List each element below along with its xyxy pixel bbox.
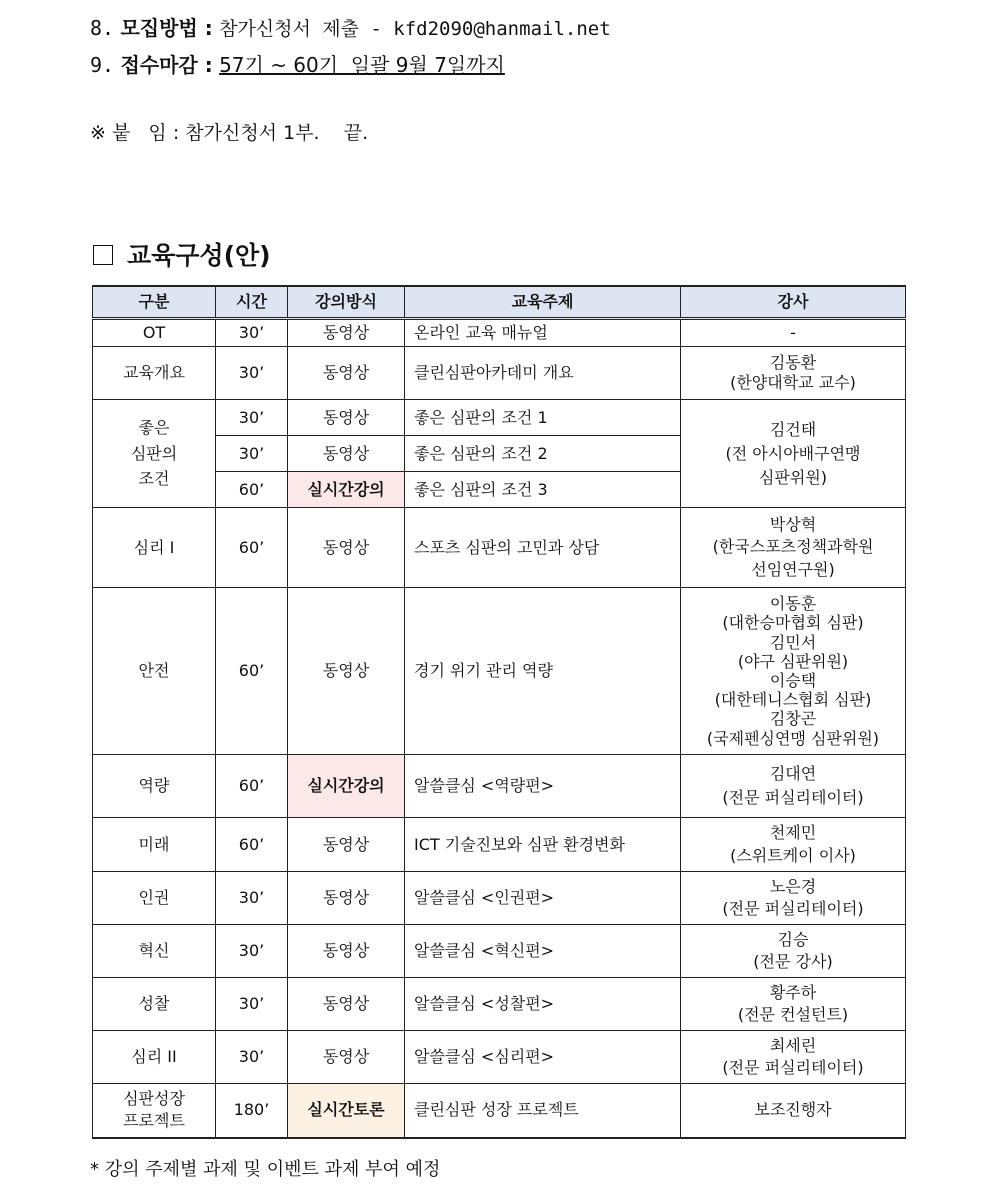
table-header-row [93, 286, 906, 319]
lecturer-line: 선임연구원) [751, 559, 835, 579]
lecturer-line: 최세린 [769, 1035, 817, 1055]
topic-cell: 온라인 교육 매뉴얼 [405, 319, 681, 347]
category-cell: 미래 [93, 818, 216, 872]
method-cell: 동영상 [288, 925, 405, 978]
topic-cell: 알쓸클심 <인권편> [405, 872, 681, 925]
lecturer-cell [681, 872, 906, 925]
attachment-line: ※ 붙 임 : 참가신청서 1부. 끝. [90, 122, 369, 144]
lecturer-line: 천제민 [769, 823, 817, 843]
lecturer-line: (전 아시아배구연맹 [725, 443, 861, 463]
lecturer-line: (대한테니스협회 심판) [714, 690, 872, 710]
category-cell: 역량 [93, 755, 216, 818]
time-cell: 30’ [216, 347, 288, 400]
table-row [93, 872, 906, 925]
item-label: 접수마감 : [120, 53, 213, 77]
lecturer-cell [681, 1031, 906, 1084]
topic-cell: 클린심판아카데미 개요 [405, 347, 681, 400]
table-row [93, 1031, 906, 1084]
time-cell: 30’ [216, 400, 288, 436]
method-cell: 동영상 [288, 436, 405, 472]
topic-cell: ICT 기술진보와 심판 환경변화 [405, 818, 681, 872]
lecturer-line: (스위트케이 이사) [730, 845, 856, 865]
topic-cell: 좋은 심판의 조건 2 [405, 436, 681, 472]
table-row [93, 1084, 906, 1138]
method-cell: 동영상 [288, 1031, 405, 1084]
live-lecture-method-cell: 실시간강의 [288, 755, 405, 818]
category-cell: 심판성장 프로젝트 [93, 1084, 216, 1138]
lecturer-line: (전문 퍼실리테이터) [722, 1058, 864, 1077]
lecturer-line: (한양대학교 교수) [730, 373, 856, 392]
table-row [93, 400, 906, 436]
curriculum-table [92, 285, 906, 1139]
lecturer-cell [681, 1084, 906, 1138]
time-cell: 30’ [216, 1031, 288, 1084]
time-cell: 60’ [216, 818, 288, 872]
lecturer-line: 김동환 [769, 353, 817, 372]
topic-cell: 좋은 심판의 조건 3 [405, 472, 681, 508]
lecturer-line: (전문 강사) [753, 952, 833, 971]
lecturer-cell [681, 755, 906, 818]
method-cell: 동영상 [288, 872, 405, 925]
deadline-line [90, 49, 505, 78]
item-number: 9. [90, 53, 115, 77]
column-header: 강의방식 [288, 286, 405, 319]
item-value: 참가신청서 제출 - kfd2090@hanmail.net [219, 18, 611, 40]
deadline-value: 57기 ~ 60기 일괄 9월 7일까지 [219, 53, 505, 77]
lecturer-line: (한국스포츠정책과학원 [712, 537, 874, 557]
section-title: 교육구성(안) [127, 241, 271, 270]
column-header: 구분 [93, 286, 216, 319]
column-header: 강사 [681, 286, 906, 319]
time-cell: 30’ [216, 436, 288, 472]
lecturer-line: 김건태 [769, 419, 817, 439]
lecturer-cell [681, 347, 906, 400]
method-cell: 동영상 [288, 319, 405, 347]
time-cell: 60’ [216, 508, 288, 588]
checkbox-square-icon [93, 245, 113, 265]
time-cell: 60’ [216, 588, 288, 755]
table-row [93, 319, 906, 347]
time-cell: 30’ [216, 319, 288, 347]
category-cell: 교육개요 [93, 347, 216, 400]
lecturer-line: 이승택 [769, 671, 817, 690]
time-cell: 30’ [216, 872, 288, 925]
lecturer-line: 황주하 [769, 982, 817, 1002]
lecturer-line: 김승 [777, 929, 809, 949]
method-cell: 동영상 [288, 978, 405, 1031]
category-cell: 성찰 [93, 978, 216, 1031]
lecturer-line: (전문 퍼실리테이터) [722, 899, 864, 918]
lecturer-line: - [790, 323, 796, 342]
table-row [93, 755, 906, 818]
time-cell: 60’ [216, 755, 288, 818]
lecturer-line: 김대연 [769, 764, 817, 783]
recruit-method-line [90, 12, 611, 41]
lecturer-line: 김창곤 [769, 709, 817, 729]
lecturer-line: 박상혁 [769, 514, 817, 534]
time-cell: 30’ [216, 978, 288, 1031]
table-row [93, 508, 906, 588]
method-cell: 동영상 [288, 508, 405, 588]
lecturer-line: (전문 퍼실리테이터) [722, 788, 864, 807]
lecturer-line: (전문 컨설턴트) [737, 1005, 849, 1024]
lecturer-line: 김민서 [769, 632, 817, 652]
topic-cell: 스포츠 심판의 고민과 상담 [405, 508, 681, 588]
time-cell: 60’ [216, 472, 288, 508]
lecturer-line: (야구 심판위원) [737, 651, 849, 671]
item-number: 8. [90, 16, 115, 40]
topic-cell: 클린심판 성장 프로젝트 [405, 1084, 681, 1138]
lecturer-cell [681, 978, 906, 1031]
lecturer-cell [681, 925, 906, 978]
lecturer-cell [681, 400, 906, 508]
lecturer-cell [681, 818, 906, 872]
topic-cell: 알쓸클심 <혁신편> [405, 925, 681, 978]
time-cell: 30’ [216, 925, 288, 978]
method-cell: 동영상 [288, 347, 405, 400]
category-cell: 심리 I [93, 508, 216, 588]
topic-cell: 알쓸클심 <심리편> [405, 1031, 681, 1084]
section-heading [93, 236, 271, 272]
category-cell: OT [93, 319, 216, 347]
topic-cell: 알쓸클심 <역량편> [405, 755, 681, 818]
lecturer-line: 이동훈 [769, 594, 817, 614]
column-header: 교육주제 [405, 286, 681, 319]
footnote: * 강의 주제별 과제 및 이벤트 과제 부여 예정 [90, 1159, 441, 1180]
lecturer-cell [681, 508, 906, 588]
category-cell: 심리 II [93, 1031, 216, 1084]
topic-cell: 경기 위기 관리 역량 [405, 588, 681, 755]
category-cell: 좋은 심판의 조건 [93, 400, 216, 508]
method-cell: 동영상 [288, 400, 405, 436]
live-discussion-method-cell: 실시간토론 [288, 1084, 405, 1138]
lecturer-line: 노은경 [769, 876, 817, 896]
lecturer-line: 심판위원) [758, 467, 828, 487]
table-row [93, 978, 906, 1031]
item-label: 모집방법 : [120, 16, 213, 40]
topic-cell: 좋은 심판의 조건 1 [405, 400, 681, 436]
lecturer-line: 보조진행자 [754, 1100, 832, 1120]
category-cell: 안전 [93, 588, 216, 755]
category-cell: 인권 [93, 872, 216, 925]
lecturer-cell [681, 588, 906, 755]
column-header: 시간 [216, 286, 288, 319]
method-cell: 동영상 [288, 588, 405, 755]
time-cell: 180’ [216, 1084, 288, 1138]
topic-cell: 알쓸클심 <성찰편> [405, 978, 681, 1031]
lecturer-line: (국제펜싱연맹 심판위원) [706, 728, 880, 748]
table-row [93, 347, 906, 400]
lecturer-line: (대한승마협회 심판) [722, 613, 864, 633]
table-row [93, 818, 906, 872]
category-cell: 혁신 [93, 925, 216, 978]
table-row [93, 925, 906, 978]
live-lecture-method-cell: 실시간강의 [288, 472, 405, 508]
table-row [93, 588, 906, 755]
lecturer-cell [681, 319, 906, 347]
method-cell: 동영상 [288, 818, 405, 872]
